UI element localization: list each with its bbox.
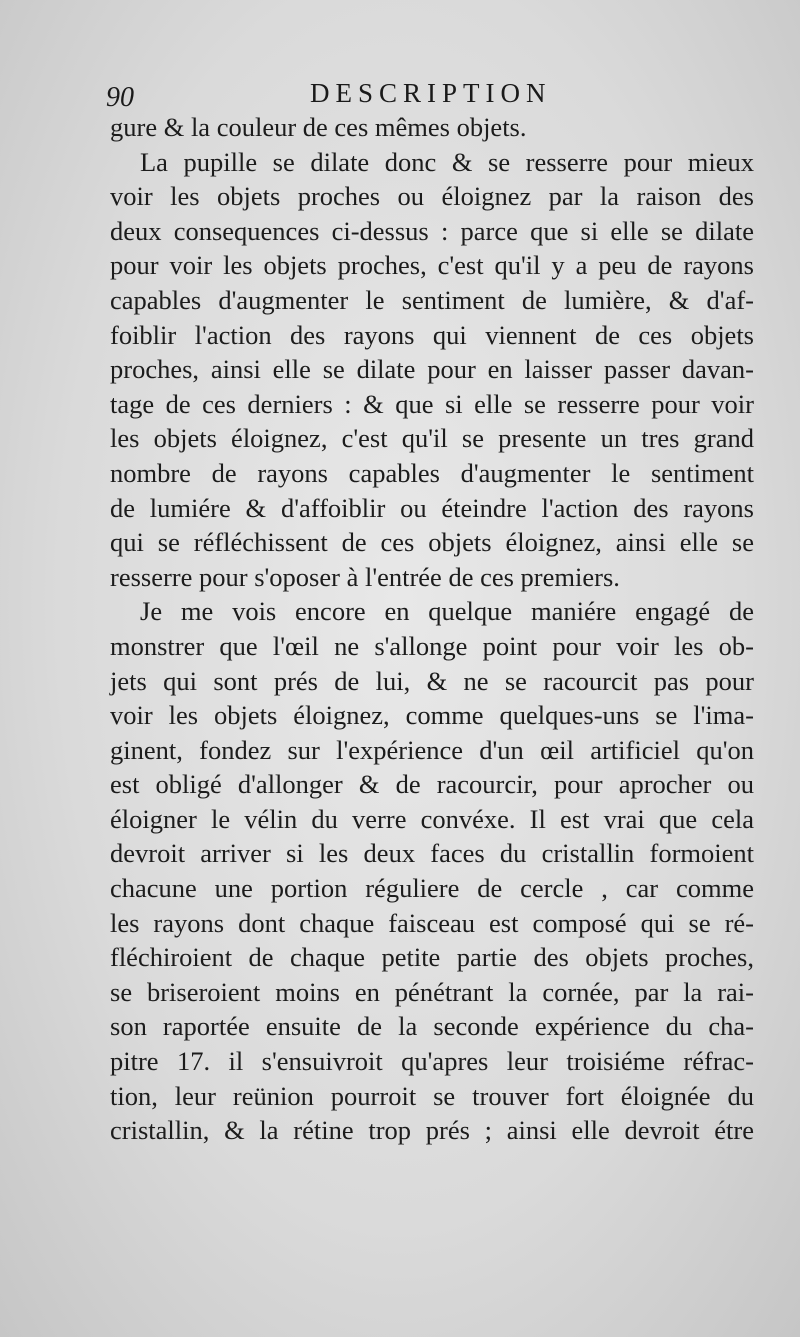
text-line: pitre 17. il s'ensuivroit qu'apres leur troisiéme réfrac-: [110, 1046, 754, 1077]
text-line: tage de ces derniers : & que si elle se resserre pour voir: [110, 388, 754, 419]
text-line: nombre de rayons capables d'augmenter le sentiment: [110, 457, 754, 488]
text-line: est obligé d'allonger & de racourcir, pour aprocher ou: [110, 769, 754, 800]
text-line: fléchiroient de chaque petite partie des objets proches,: [110, 942, 754, 973]
text-line: resserre pour s'oposer à l'entrée de ces premiers.: [110, 561, 620, 592]
text-line: se briseroient moins en pénétrant la cornée, par la rai-: [110, 976, 754, 1007]
text-line: tion, leur reünion pourroit se trouver fort éloignée du: [110, 1080, 754, 1111]
text-line: La pupille se dilate donc & se resserre pour mieux: [140, 146, 754, 177]
body-text: [110, 110, 754, 1148]
text-line: voir les objets proches ou éloignez par la raison des: [110, 181, 754, 212]
text-line: pour voir les objets proches, c'est qu'il y a peu de rayons: [110, 250, 754, 281]
text-line: les objets éloignez, c'est qu'il se presente un tres grand: [110, 423, 754, 454]
text-line: proches, ainsi elle se dilate pour en laisser passer davan-: [110, 354, 754, 385]
page-header: [106, 74, 626, 114]
text-line: les rayons dont chaque faisceau est composé qui se ré-: [110, 907, 754, 938]
text-line: devroit arriver si les deux faces du cristallin formoient: [110, 838, 754, 869]
text-line: chacune une portion réguliere de cercle , car comme: [110, 873, 754, 904]
text-line: foiblir l'action des rayons qui viennent de ces objets: [110, 319, 754, 350]
text-line: gure & la couleur de ces mêmes objets.: [110, 112, 527, 142]
text-line: capables d'augmenter le sentiment de lumière, & d'af-: [110, 284, 754, 315]
text-line: éloigner le vélin du verre convéxe. Il est vrai que cela: [110, 803, 754, 834]
text-line: de lumiére & d'affoiblir ou éteindre l'action des rayons: [110, 492, 754, 523]
text-line: monstrer que l'œil ne s'allonge point pour voir les ob-: [110, 630, 754, 661]
text-line: voir les objets éloignez, comme quelques-uns se l'ima-: [110, 700, 754, 731]
text-line: jets qui sont prés de lui, & ne se racourcit pas pour: [110, 665, 754, 696]
text-line: Je me vois encore en quelque maniére engagé de: [140, 596, 754, 627]
text-line: cristallin, & la rétine trop prés ; ainsi elle devroit étre: [110, 1115, 754, 1146]
text-line: son raportée ensuite de la seconde expérience du cha-: [110, 1011, 754, 1042]
text-line: ginent, fondez sur l'expérience d'un œil artificiel qu'on: [110, 734, 754, 765]
running-head: DESCRIPTION: [310, 78, 552, 108]
text-line: deux consequences ci-dessus : parce que si elle se dilate: [110, 215, 754, 246]
page-number: 90: [106, 82, 134, 113]
text-line: qui se réfléchissent de ces objets éloignez, ainsi elle se: [110, 527, 754, 558]
